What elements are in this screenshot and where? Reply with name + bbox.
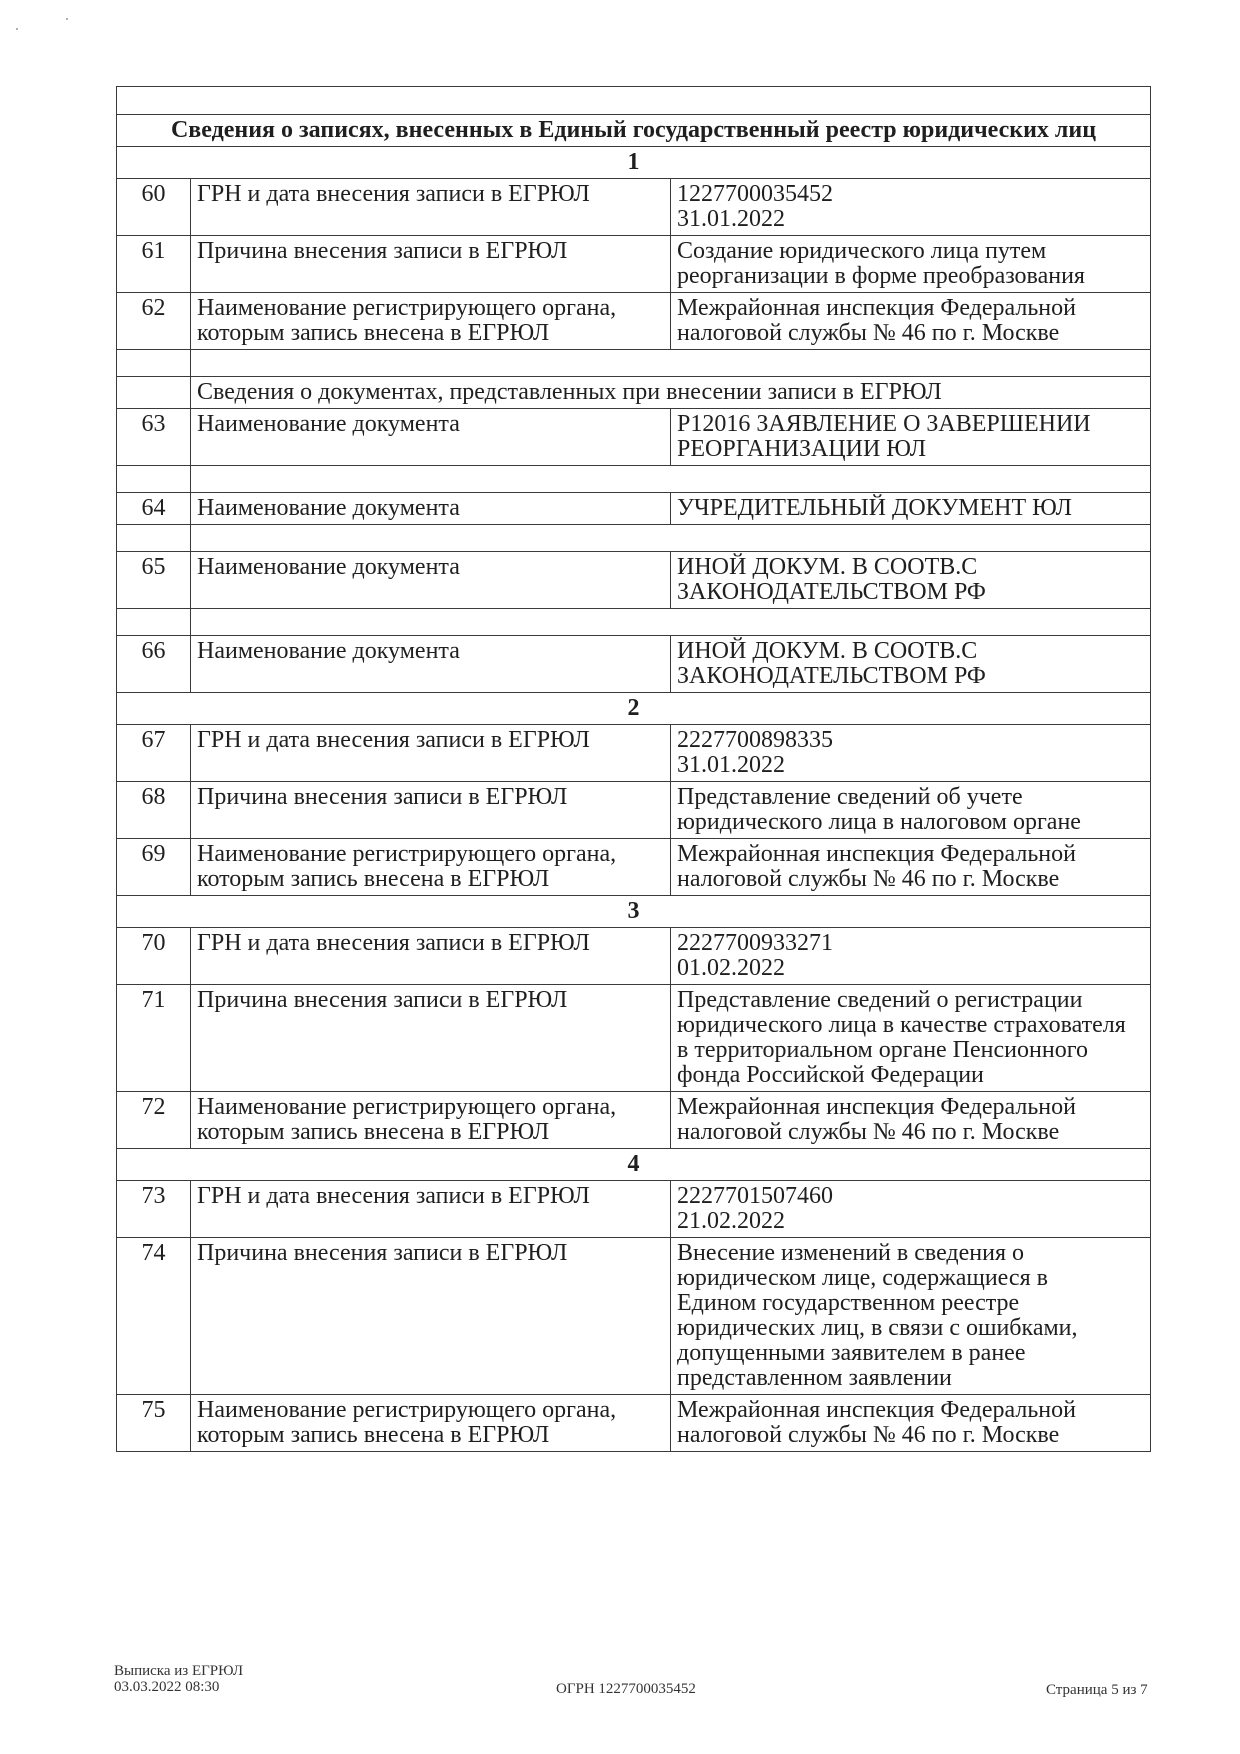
- text-line: Причина внесения записи в ЕГРЮЛ: [197, 987, 568, 1013]
- text-line: фонда Российской Федерации: [677, 1062, 984, 1088]
- field-label: [191, 179, 671, 236]
- egrul-extract-page: [116, 86, 1150, 1452]
- record-row: [117, 293, 1151, 350]
- record-group-number: 4: [117, 1149, 1151, 1181]
- field-label: [191, 839, 671, 896]
- field-value: [671, 725, 1151, 782]
- field-value: [671, 293, 1151, 350]
- field-label: [191, 928, 671, 985]
- spacer-row: [117, 525, 1151, 552]
- record-group-number: 3: [117, 896, 1151, 928]
- text-line: Представление сведений об учете: [677, 784, 1023, 810]
- text-line: УЧРЕДИТЕЛЬНЫЙ ДОКУМЕНТ ЮЛ: [677, 495, 1072, 521]
- field-value: [671, 179, 1151, 236]
- footer-datetime: 03.03.2022 08:30: [114, 1679, 220, 1695]
- field-label: [191, 1238, 671, 1395]
- text-line: 21.02.2022: [677, 1208, 785, 1234]
- row-number: 73: [117, 1181, 191, 1238]
- text-line: налоговой службы № 46 по г. Москве: [677, 320, 1060, 346]
- text-line: ГРН и дата внесения записи в ЕГРЮЛ: [197, 181, 590, 207]
- text-line: Причина внесения записи в ЕГРЮЛ: [197, 784, 568, 810]
- field-label: [191, 1092, 671, 1149]
- field-value: [671, 636, 1151, 693]
- row-number: 61: [117, 236, 191, 293]
- row-number: 70: [117, 928, 191, 985]
- footer-document-info: [114, 1663, 243, 1695]
- footer-page-number: Страница 5 из 7: [1046, 1682, 1148, 1698]
- record-row: [117, 782, 1151, 839]
- text-line: юридического лица в качестве страхователя: [677, 1012, 1126, 1038]
- text-line: Создание юридического лица путем: [677, 238, 1047, 264]
- field-label: [191, 409, 671, 466]
- text-line: Межрайонная инспекция Федеральной: [677, 1094, 1076, 1120]
- section-title: Сведения о записях, внесенных в Единый государственный реестр юридических лиц: [117, 115, 1151, 147]
- row-number: 66: [117, 636, 191, 693]
- documents-subheader-row: [117, 377, 1151, 409]
- field-label: [191, 1395, 671, 1452]
- field-value: [671, 1181, 1151, 1238]
- text-line: Наименование документа: [197, 554, 460, 580]
- text-line: 31.01.2022: [677, 206, 785, 232]
- spacer-row: [117, 350, 1151, 377]
- text-line: которым запись внесена в ЕГРЮЛ: [197, 866, 550, 892]
- text-line: Межрайонная инспекция Федеральной: [677, 841, 1076, 867]
- text-line: которым запись внесена в ЕГРЮЛ: [197, 320, 550, 346]
- text-line: ИНОЙ ДОКУМ. В СООТВ.С: [677, 554, 978, 580]
- field-value: [671, 928, 1151, 985]
- spacer-row: [117, 466, 1151, 493]
- field-label: [191, 293, 671, 350]
- row-number: 72: [117, 1092, 191, 1149]
- row-number: 60: [117, 179, 191, 236]
- text-line: Наименование регистрирующего органа,: [197, 1397, 617, 1423]
- text-line: Наименование регистрирующего органа,: [197, 295, 617, 321]
- record-row: [117, 1395, 1151, 1452]
- text-line: Внесение изменений в сведения о: [677, 1240, 1024, 1266]
- text-line: Причина внесения записи в ЕГРЮЛ: [197, 1240, 568, 1266]
- field-label: [191, 782, 671, 839]
- scan-speck: [16, 28, 18, 30]
- text-line: Наименование регистрирующего органа,: [197, 1094, 617, 1120]
- row-number: 68: [117, 782, 191, 839]
- field-value: [671, 236, 1151, 293]
- text-line: ЗАКОНОДАТЕЛЬСТВОМ РФ: [677, 663, 986, 689]
- record-row: [117, 636, 1151, 693]
- field-label: [191, 985, 671, 1092]
- field-value: [671, 493, 1151, 525]
- text-line: реорганизации в форме преобразования: [677, 263, 1085, 289]
- text-line: юридическом лице, содержащиеся в: [677, 1265, 1048, 1291]
- field-value: [671, 409, 1151, 466]
- record-row: [117, 409, 1151, 466]
- text-line: РЕОРГАНИЗАЦИИ ЮЛ: [677, 436, 927, 462]
- record-row: [117, 928, 1151, 985]
- row-number: 74: [117, 1238, 191, 1395]
- text-line: налоговой службы № 46 по г. Москве: [677, 1119, 1060, 1145]
- field-label: [191, 725, 671, 782]
- text-line: налоговой службы № 46 по г. Москве: [677, 1422, 1060, 1448]
- table-top-spacer: [117, 87, 1151, 115]
- record-row: [117, 725, 1151, 782]
- footer-ogrn: ОГРН 1227700035452: [556, 1681, 696, 1697]
- record-row: [117, 985, 1151, 1092]
- row-number: 65: [117, 552, 191, 609]
- text-line: Наименование документа: [197, 638, 460, 664]
- record-row: [117, 1181, 1151, 1238]
- text-line: ИНОЙ ДОКУМ. В СООТВ.С: [677, 638, 978, 664]
- text-line: 2227700898335: [677, 727, 833, 753]
- record-row: [117, 236, 1151, 293]
- text-line: Наименование документа: [197, 495, 460, 521]
- text-line: юридического лица в налоговом органе: [677, 809, 1081, 835]
- field-value: [671, 985, 1151, 1092]
- record-row: [117, 1238, 1151, 1395]
- text-line: Межрайонная инспекция Федеральной: [677, 1397, 1076, 1423]
- text-line: Причина внесения записи в ЕГРЮЛ: [197, 238, 568, 264]
- text-line: 1227700035452: [677, 181, 833, 207]
- text-line: Представление сведений о регистрации: [677, 987, 1083, 1013]
- record-group-row: [117, 147, 1151, 179]
- row-number: 62: [117, 293, 191, 350]
- text-line: ГРН и дата внесения записи в ЕГРЮЛ: [197, 727, 590, 753]
- row-number: 69: [117, 839, 191, 896]
- record-row: [117, 839, 1151, 896]
- section-header-row: [117, 115, 1151, 147]
- record-group-row: [117, 1149, 1151, 1181]
- text-line: в территориальном органе Пенсионного: [677, 1037, 1088, 1063]
- text-line: 01.02.2022: [677, 955, 785, 981]
- field-value: [671, 1092, 1151, 1149]
- text-line: юридических лиц, в связи с ошибками,: [677, 1315, 1078, 1341]
- records-table: [116, 86, 1151, 1452]
- record-row: [117, 552, 1151, 609]
- text-line: 2227700933271: [677, 930, 833, 956]
- row-number: 75: [117, 1395, 191, 1452]
- text-line: Едином государственном реестре: [677, 1290, 1020, 1316]
- record-group-row: [117, 896, 1151, 928]
- field-value: [671, 782, 1151, 839]
- record-group-number: 1: [117, 147, 1151, 179]
- scan-speck: [66, 18, 68, 20]
- row-number: 64: [117, 493, 191, 525]
- text-line: Межрайонная инспекция Федеральной: [677, 295, 1076, 321]
- record-group-row: [117, 693, 1151, 725]
- field-label: [191, 552, 671, 609]
- documents-subheader: Сведения о документах, представленных при внесении записи в ЕГРЮЛ: [191, 377, 1151, 409]
- row-number: 71: [117, 985, 191, 1092]
- text-line: которым запись внесена в ЕГРЮЛ: [197, 1422, 550, 1448]
- row-number: 63: [117, 409, 191, 466]
- record-group-number: 2: [117, 693, 1151, 725]
- field-value: [671, 552, 1151, 609]
- text-line: ЗАКОНОДАТЕЛЬСТВОМ РФ: [677, 579, 986, 605]
- record-row: [117, 179, 1151, 236]
- spacer-row: [117, 609, 1151, 636]
- text-line: ГРН и дата внесения записи в ЕГРЮЛ: [197, 1183, 590, 1209]
- record-row: [117, 1092, 1151, 1149]
- record-row: [117, 493, 1151, 525]
- text-line: налоговой службы № 46 по г. Москве: [677, 866, 1060, 892]
- row-number: 67: [117, 725, 191, 782]
- text-line: Наименование документа: [197, 411, 460, 437]
- text-line: Р12016 ЗАЯВЛЕНИЕ О ЗАВЕРШЕНИИ: [677, 411, 1091, 437]
- text-line: Наименование регистрирующего органа,: [197, 841, 617, 867]
- field-value: [671, 839, 1151, 896]
- field-label: [191, 1181, 671, 1238]
- text-line: которым запись внесена в ЕГРЮЛ: [197, 1119, 550, 1145]
- field-label: [191, 636, 671, 693]
- field-value: [671, 1238, 1151, 1395]
- field-value: [671, 1395, 1151, 1452]
- footer-doc-name: Выписка из ЕГРЮЛ: [114, 1663, 243, 1679]
- text-line: 2227701507460: [677, 1183, 833, 1209]
- text-line: 31.01.2022: [677, 752, 785, 778]
- text-line: представленном заявлении: [677, 1365, 952, 1391]
- text-line: ГРН и дата внесения записи в ЕГРЮЛ: [197, 930, 590, 956]
- field-label: [191, 236, 671, 293]
- field-label: [191, 493, 671, 525]
- text-line: допущенными заявителем в ранее: [677, 1340, 1026, 1366]
